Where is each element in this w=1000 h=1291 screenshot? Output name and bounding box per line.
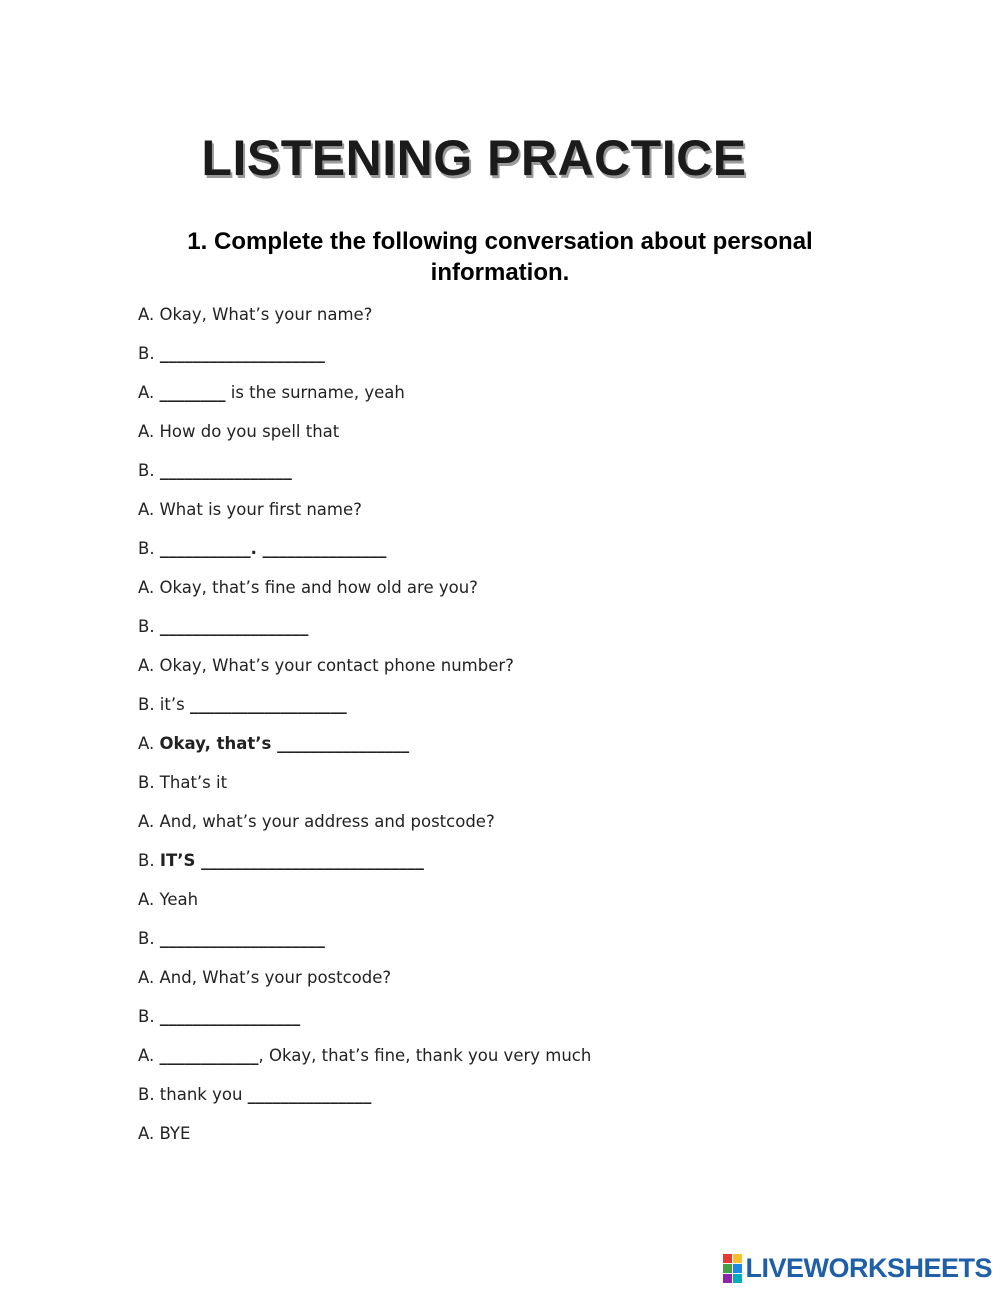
line-prefix: B. thank you xyxy=(138,1085,248,1104)
line-prefix: A. BYE xyxy=(138,1124,191,1143)
line-prefix: B. xyxy=(138,851,160,870)
conversation-line xyxy=(138,885,898,924)
liveworksheets-logo[interactable] xyxy=(723,1253,992,1283)
conversation-line xyxy=(138,924,898,963)
conversation-line xyxy=(138,1119,898,1158)
conversation-line xyxy=(138,495,898,534)
line-prefix: A. xyxy=(138,1046,160,1065)
conversation-line xyxy=(138,846,898,885)
conversation-line xyxy=(138,1002,898,1041)
conversation-line xyxy=(138,534,898,573)
line-prefix: A. And, What’s your postcode? xyxy=(138,968,392,987)
logo-square xyxy=(723,1274,732,1283)
logo-square xyxy=(733,1254,742,1263)
conversation-line xyxy=(138,417,898,456)
line-prefix: B. xyxy=(138,617,160,636)
line-prefix: B. it’s xyxy=(138,695,190,714)
line-prefix: A. What is your first name? xyxy=(138,500,362,519)
logo-square xyxy=(733,1274,742,1283)
logo-square xyxy=(733,1264,742,1273)
line-prefix: A. Yeah xyxy=(138,890,199,909)
line-separator: . xyxy=(250,539,263,558)
answer-blank[interactable]: ________ xyxy=(159,383,226,402)
conversation-line xyxy=(138,963,898,1002)
conversation-line xyxy=(138,573,898,612)
conversation-line xyxy=(138,690,898,729)
conversation-line xyxy=(138,651,898,690)
answer-blank[interactable]: ____________________ xyxy=(159,929,325,948)
conversation-line xyxy=(138,1080,898,1119)
logo-squares-icon xyxy=(723,1254,742,1283)
line-prefix: B. xyxy=(138,1007,160,1026)
line-prefix: A. And, what’s your address and postcode? xyxy=(138,812,495,831)
answer-blank[interactable]: ___________ xyxy=(159,539,251,558)
conversation-line xyxy=(138,1041,898,1080)
line-prefix: A. xyxy=(138,734,160,753)
exercise-instruction: 1. Complete the following conversation about personal information. xyxy=(187,228,813,286)
conversation-line xyxy=(138,768,898,807)
line-prefix: A. xyxy=(138,383,160,402)
answer-blank[interactable]: _______________ xyxy=(262,539,387,558)
answer-blank[interactable]: _______________ xyxy=(247,1085,372,1104)
line-prefix: A. Okay, What’s your name? xyxy=(138,305,373,324)
logo-square xyxy=(723,1264,732,1273)
answer-blank[interactable]: ___________________ xyxy=(189,695,347,714)
answer-blank[interactable]: ________________ xyxy=(159,461,292,480)
conversation-line xyxy=(138,612,898,651)
answer-blank[interactable]: ________________ xyxy=(277,734,410,753)
conversation-list xyxy=(138,300,898,1158)
answer-blank[interactable]: ____________ xyxy=(159,1046,259,1065)
conversation-line xyxy=(138,300,898,339)
conversation-line xyxy=(138,378,898,417)
conversation-line xyxy=(138,339,898,378)
line-prefix: B. xyxy=(138,344,160,363)
line-suffix: is the surname, yeah xyxy=(225,383,405,402)
conversation-line xyxy=(138,729,898,768)
line-prefix: B. xyxy=(138,539,160,558)
line-prefix: B. xyxy=(138,461,160,480)
answer-blank[interactable]: __________________ xyxy=(159,617,309,636)
line-prefix: A. How do you spell that xyxy=(138,422,340,441)
logo-square xyxy=(723,1254,732,1263)
line-prefix: A. Okay, that’s fine and how old are you? xyxy=(138,578,478,597)
answer-blank[interactable]: _________________ xyxy=(159,1007,301,1026)
line-bold-text: Okay, that’s xyxy=(159,734,278,753)
line-prefix: B. That’s it xyxy=(138,773,228,792)
line-prefix: A. Okay, What’s your contact phone number? xyxy=(138,656,514,675)
line-prefix: B. xyxy=(138,929,160,948)
page-title: LISTENING PRACTICE xyxy=(201,130,747,186)
answer-blank[interactable]: ____________________ xyxy=(159,344,325,363)
logo-text: LIVEWORKSHEETS xyxy=(745,1253,992,1283)
conversation-line xyxy=(138,456,898,495)
answer-blank[interactable]: ___________________________ xyxy=(201,851,424,870)
conversation-line xyxy=(138,807,898,846)
line-bold-text: IT’S xyxy=(159,851,202,870)
line-suffix: , Okay, that’s fine, thank you very much xyxy=(258,1046,592,1065)
